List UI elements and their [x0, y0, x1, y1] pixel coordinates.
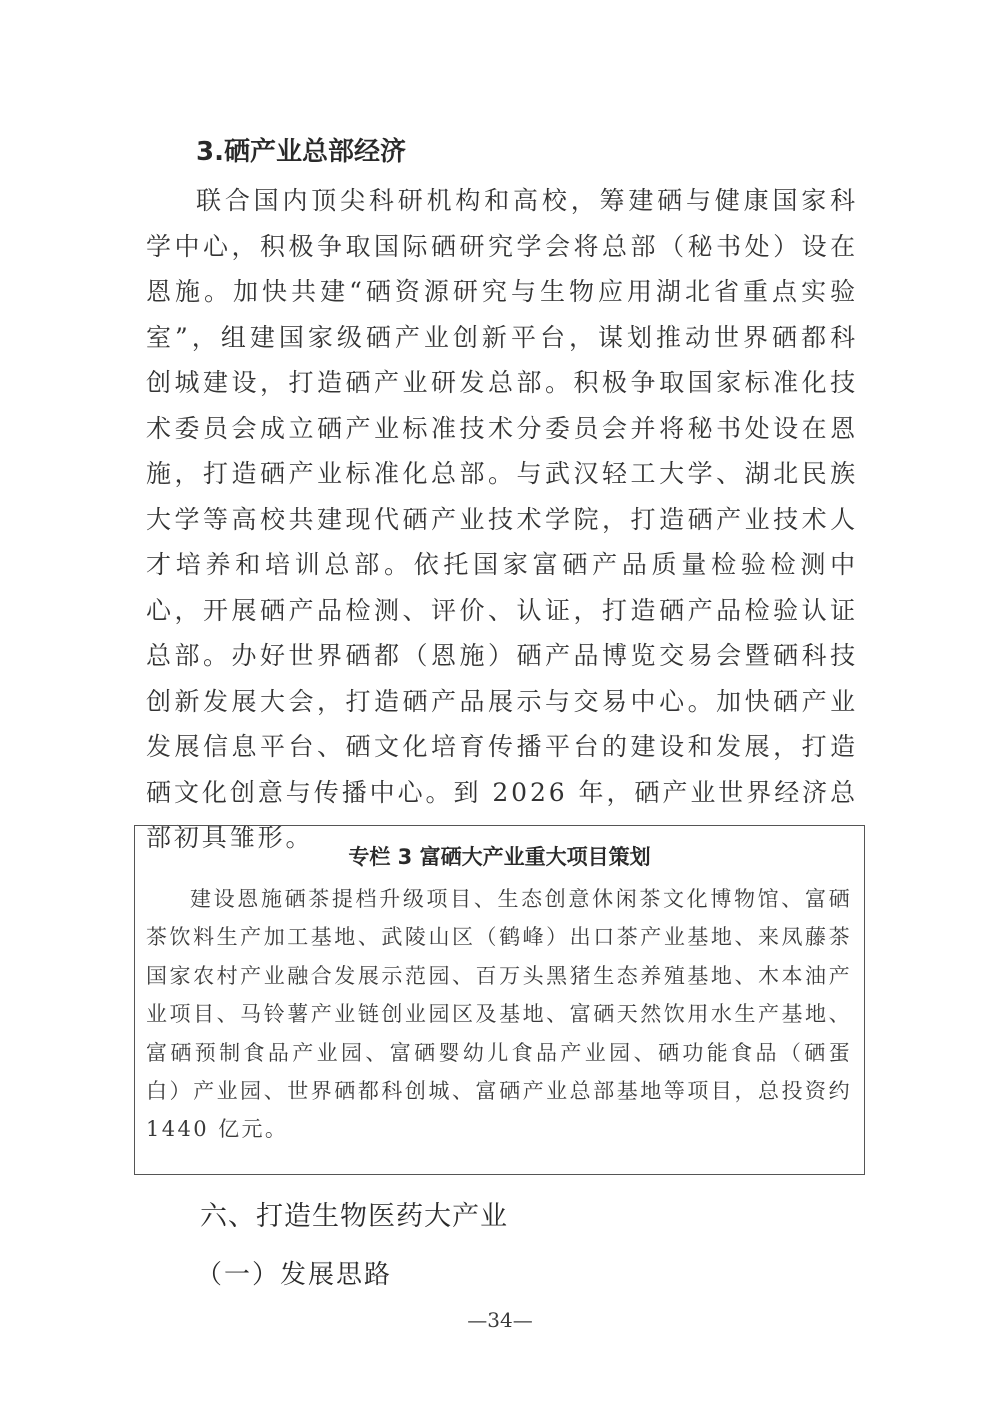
page-number: —34— [467, 1308, 533, 1332]
column-box [134, 825, 865, 1175]
column-box-text: 建设恩施硒茶提档升级项目、生态创意休闲茶文化博物馆、富硒茶饮料生产加工基地、武陵山区（鹤峰）出口茶产业基地、来凤藤茶国家农村产业融合发展示范园、百万头黑猪生态养殖基地、木本油产业项目、马铃薯产业链创业园区及基地、富硒天然饮用水生产基地、富硒预制食品产业园、富硒婴幼儿食品产业园、硒功能食品（硒蛋白）产业园、世界硒都科创城、富硒产业总部基地等项目，总投资约 1440 亿元。 [146, 887, 852, 1142]
development-ideas-heading: （一）发展思路 [196, 1260, 393, 1290]
section-3-heading: 3.硒产业总部经济 [196, 137, 406, 167]
column-box-title: 专栏 3 富硒大产业重大项目策划 [348, 845, 651, 869]
section-3-paragraph: 联合国内顶尖科研机构和高校，筹建硒与健康国家科学中心，积极争取国际硒研究学会将总部（秘书处）设在恩施。加快共建“硒资源研究与生物应用湖北省重点实验室”，组建国家级硒产业创新平台，谋划推动世界硒都科创城建设，打造硒产业研发总部。积极争取国家标准化技术委员会成立硒产业标准技术分委员会并将秘书处设在恩施，打造硒产业标准化总部。与武汉轻工大学、湖北民族大学等高校共建现代硒产业技术学院，打造硒产业技术人才培养和培训总部。依托国家富硒产品质量检验检测中心，开展硒产品检测、评价、认证，打造硒产品检验认证总部。办好世界硒都（恩施）硒产品博览交易会暨硒科技创新发展大会，打造硒产品展示与交易中心。加快硒产业发展信息平台、硒文化培育传播平台的建设和发展，打造硒文化创意与传播中心。到 2026 年，硒产业世界经济总部初具雏形。 [146, 186, 858, 852]
chapter-6-heading: 六、打造生物医药大产业 [200, 1201, 508, 1232]
